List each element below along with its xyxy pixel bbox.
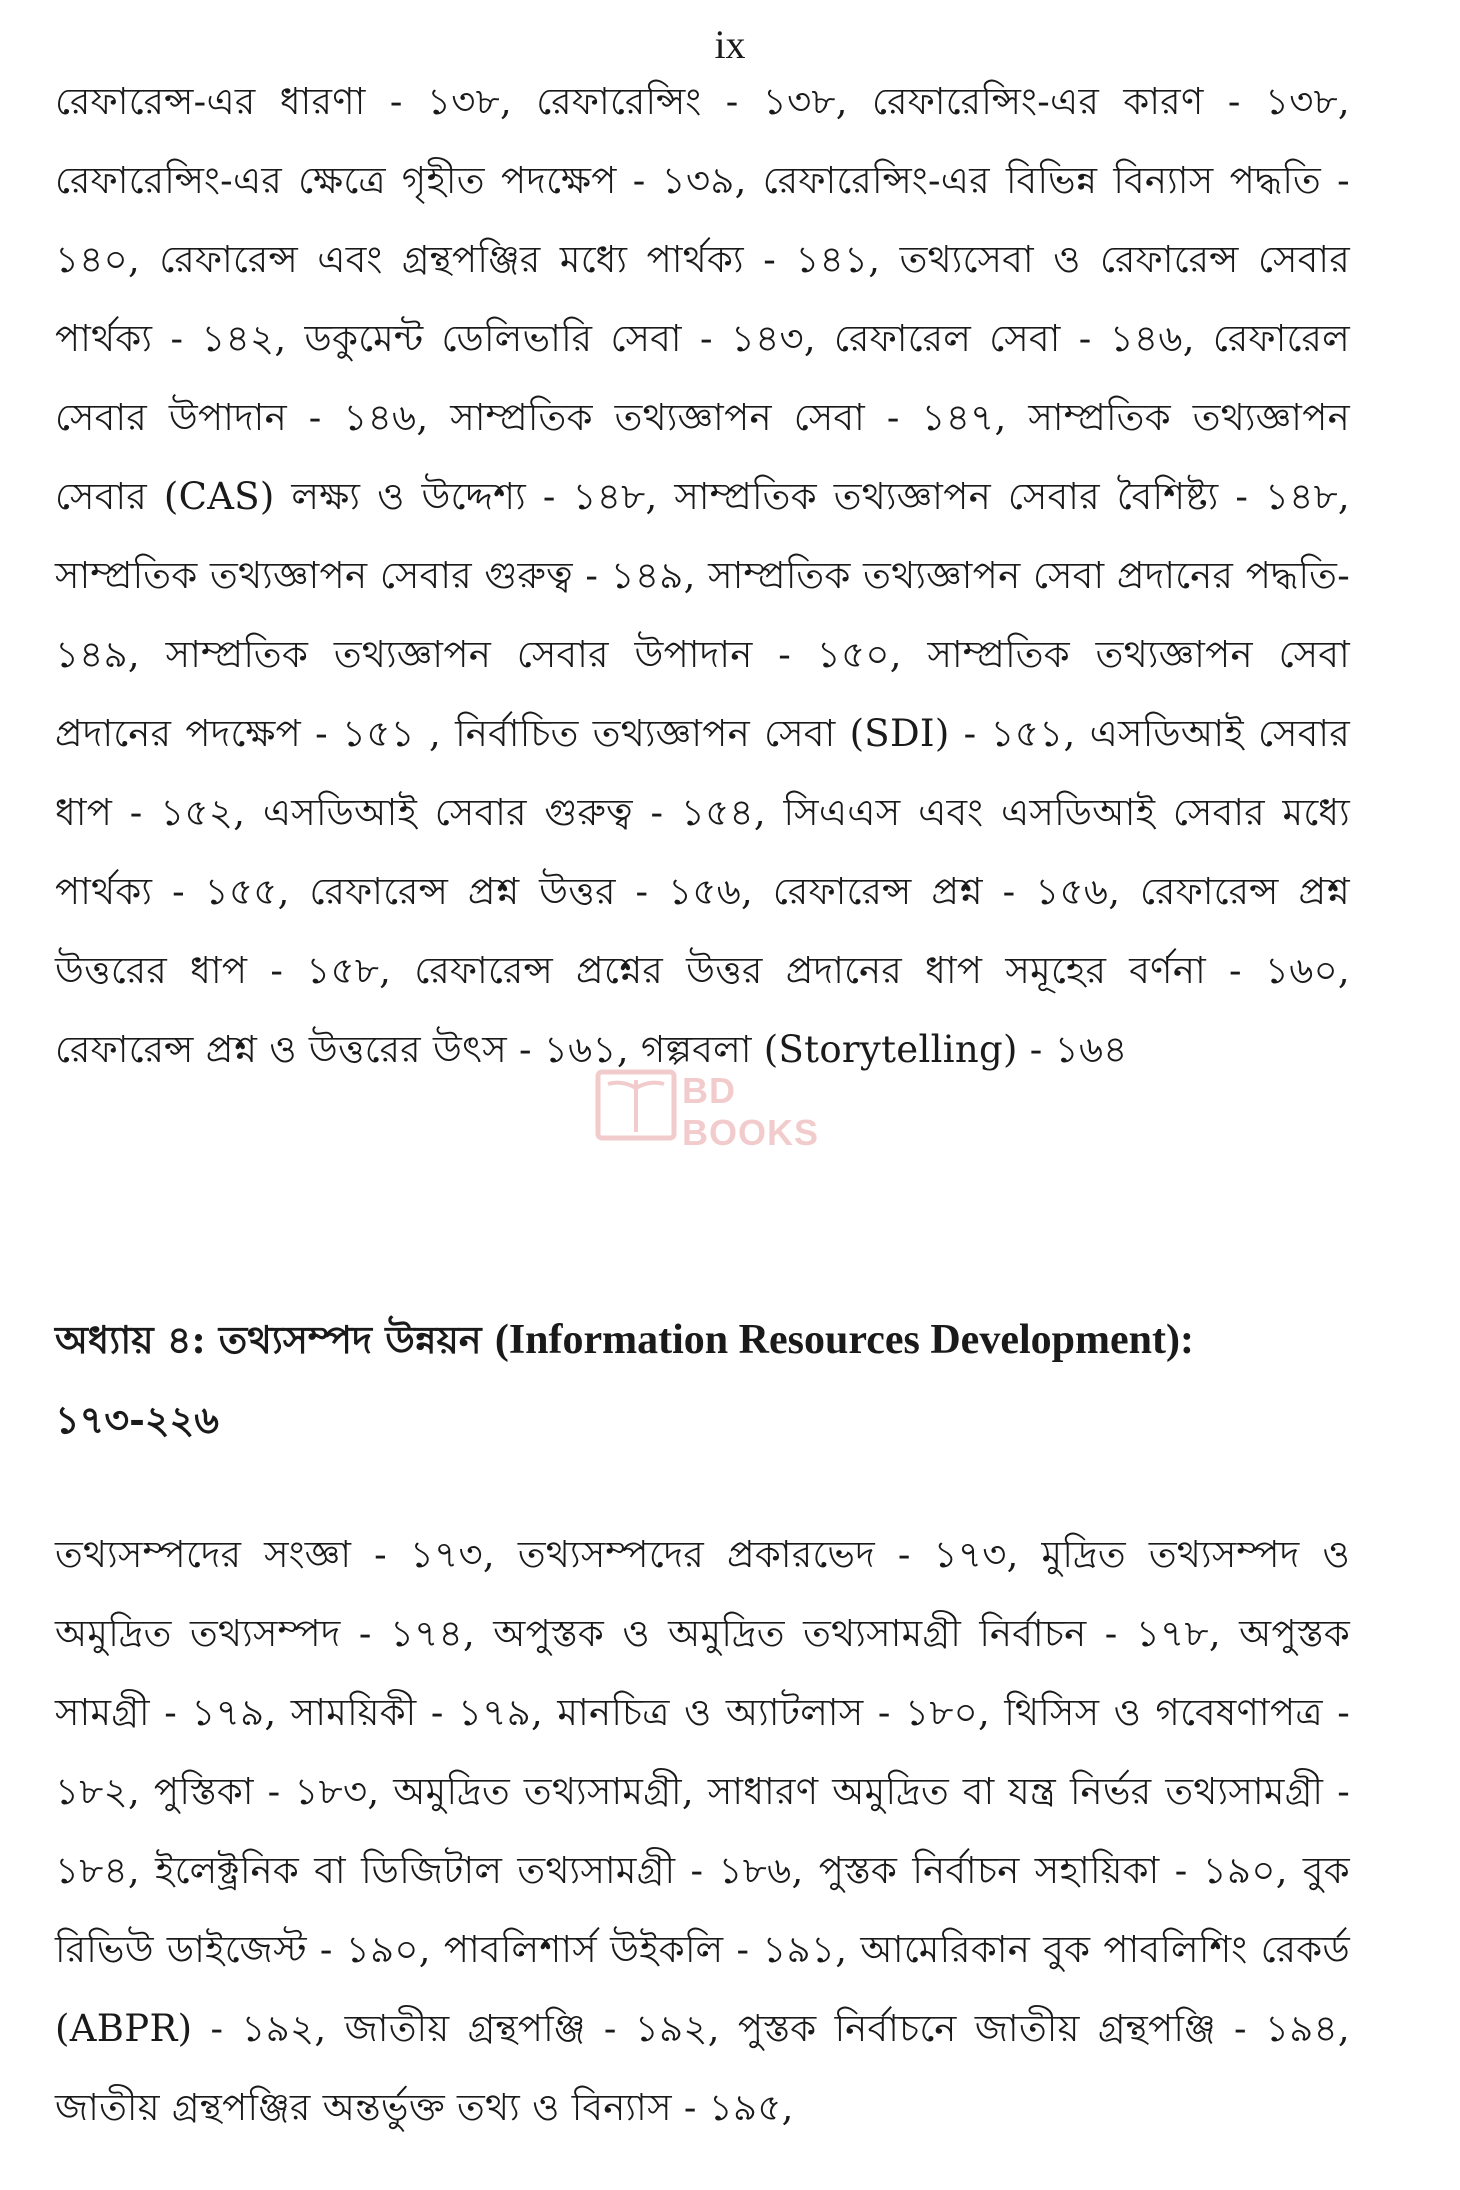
chapter-heading (55, 1300, 1350, 1460)
page-number: ix (714, 22, 746, 67)
chapter-heading-bn: অধ্যায় ৪: তথ্যসম্পদ উন্নয়ন (55, 1317, 482, 1362)
index-paragraph-2: তথ্যসম্পদের সংজ্ঞা - ১৭৩, তথ্যসম্পদের প্রকারভেদ - ১৭৩, মুদ্রিত তথ্যসম্পদ ও অমুদ্রিত তথ্যসম্পদ - ১৭৪, অপুস্তক ও অমুদ্রিত তথ্যসামগ্রী নির্বাচন - ১৭৮, অপুস্তক সামগ্রী - ১৭৯, সাময়িকী - ১৭৯, মানচিত্র ও অ্যাটলাস - ১৮০, থিসিস ও গবেষণাপত্র - ১৮২, পুস্তিকা - ১৮৩, অমুদ্রিত তথ্যসামগ্রী, সাধারণ অমুদ্রিত বা যন্ত্র নির্ভর তথ্যসামগ্রী - ১৮৪, ইলেক্ট্রনিক বা ডিজিটাল তথ্যসামগ্রী - ১৮৬, পুস্তক নির্বাচন সহায়িকা - ১৯০, বুক রিভিউ ডাইজেস্ট - ১৯০, পাবলিশার্স উইকলি - ১৯১, আমেরিকান বুক পাবলিশিং রেকর্ড (ABPR) - ১৯২, জাতীয় গ্রন্থপঞ্জি - ১৯২, পুস্তক নির্বাচনে জাতীয় গ্রন্থপঞ্জি - ১৯৪, জাতীয় গ্রন্থপঞ্জির অন্তর্ভুক্ত তথ্য ও বিন্যাস - ১৯৫, (55, 1533, 1350, 2129)
chapter-heading-pages: ১৭৩-২২৬ (55, 1397, 219, 1442)
watermark-text: BD BOOKS (682, 1070, 820, 1153)
index-paragraph-1: রেফারেন্স-এর ধারণা - ১৩৮, রেফারেন্সিং - ১৩৮, রেফারেন্সিং-এর কারণ - ১৩৮, রেফারেন্সিং-এর ক্ষেত্রে গৃহীত পদক্ষেপ - ১৩৯, রেফারেন্সিং-এর বিভিন্ন বিন্যাস পদ্ধতি - ১৪০, রেফারেন্স এবং গ্রন্থপঞ্জির মধ্যে পার্থক্য - ১৪১, তথ্যসেবা ও রেফারেন্স সেবার পার্থক্য - ১৪২, ডকুমেন্ট ডেলিভারি সেবা - ১৪৩, রেফারেল সেবা - ১৪৬, রেফারেল সেবার উপাদান - ১৪৬, সাম্প্রতিক তথ্যজ্ঞাপন সেবা - ১৪৭, সাম্প্রতিক তথ্যজ্ঞাপন সেবার (CAS) লক্ষ্য ও উদ্দেশ্য - ১৪৮, সাম্প্রতিক তথ্যজ্ঞাপন সেবার বৈশিষ্ট্য - ১৪৮, সাম্প্রতিক তথ্যজ্ঞাপন সেবার গুরুত্ব - ১৪৯, সাম্প্রতিক তথ্যজ্ঞাপন সেবা প্রদানের পদ্ধতি- ১৪৯, সাম্প্রতিক তথ্যজ্ঞাপন সেবার উপাদান - ১৫০, সাম্প্রতিক তথ্যজ্ঞাপন সেবা প্রদানের পদক্ষেপ - ১৫১ , নির্বাচিত তথ্যজ্ঞাপন সেবা (SDI) - ১৫১, এসডিআই সেবার ধাপ - ১৫২, এসডিআই সেবার গুরুত্ব - ১৫৪, সিএএস এবং এসডিআই সেবার মধ্যে পার্থক্য - ১৫৫, রেফারেন্স প্রশ্ন উত্তর - ১৫৬, রেফারেন্স প্রশ্ন - ১৫৬, রেফারেন্স প্রশ্ন উত্তরের ধাপ - ১৫৮, রেফারেন্স প্রশ্নের উত্তর প্রদানের ধাপ সমূহের বর্ণনা - ১৬০, রেফারেন্স প্রশ্ন ও উত্তরের উৎস - ১৬১, গল্পবলা (Storytelling) - ১৬৪ (55, 80, 1350, 1071)
chapter-heading-en: (Information Resources Development): (494, 1317, 1194, 1363)
watermark-logo (590, 1060, 880, 1152)
